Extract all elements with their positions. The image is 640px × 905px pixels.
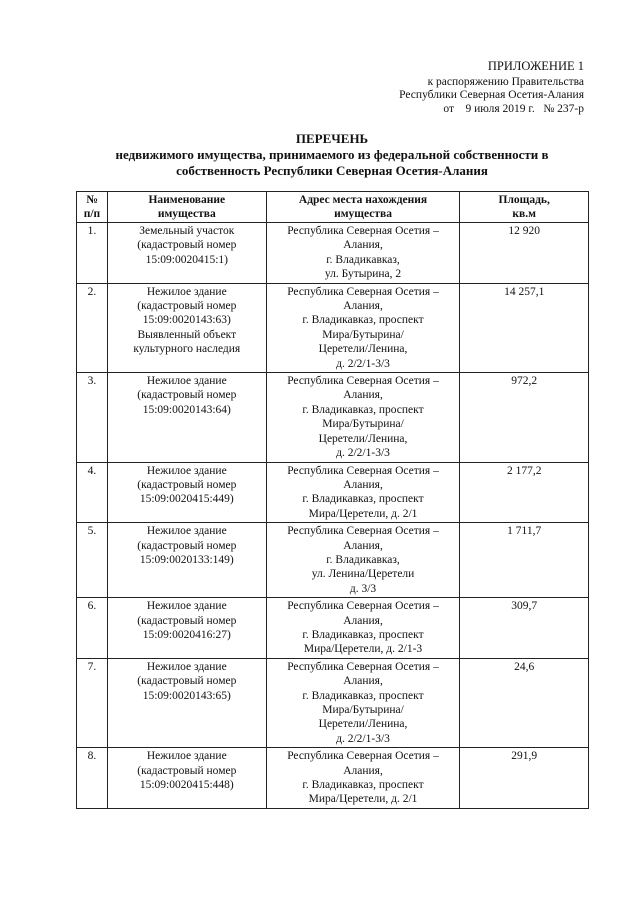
row-number: 3.	[77, 373, 108, 462]
property-address-line: Республика Северная Осетия –	[287, 600, 439, 613]
row-number: 1.	[77, 223, 108, 284]
property-name-line: Нежилое здание	[146, 600, 227, 613]
document-title	[72, 131, 592, 179]
property-name-line: 15:09:0020416:27)	[142, 628, 231, 641]
property-area: 309,7	[460, 598, 589, 659]
table-row	[77, 598, 589, 659]
property-area: 2 177,2	[460, 462, 589, 523]
property-address-line: Мира/Церетели, д. 2/1-3	[303, 643, 423, 656]
property-name-line: (кадастровый номер	[137, 478, 237, 491]
column-header-address: Адрес места нахождения имущества	[266, 192, 460, 223]
property-name-line: 15:09:0020415:449)	[139, 493, 234, 506]
property-area: 291,9	[460, 748, 589, 809]
property-name	[107, 283, 266, 372]
property-address	[266, 462, 460, 523]
property-address-line: г. Владикавказ, проспект	[302, 628, 424, 641]
property-address-line: Алания,	[343, 675, 383, 688]
property-name-line: 15:09:0020415:448)	[139, 779, 234, 792]
property-area: 24,6	[460, 658, 589, 747]
property-name	[107, 373, 266, 462]
property-name	[107, 523, 266, 598]
property-address-line: Республика Северная Осетия –	[287, 660, 439, 673]
property-name-line: 15:09:0020143:65)	[142, 689, 231, 702]
property-address	[266, 523, 460, 598]
row-number: 5.	[77, 523, 108, 598]
property-address-line: г. Владикавказ, проспект	[302, 689, 424, 702]
table-row	[77, 462, 589, 523]
property-address	[266, 658, 460, 747]
column-header-area: Площадь, кв.м	[460, 192, 589, 223]
decree-reference: к распоряжению Правительства	[427, 75, 584, 88]
table-row	[77, 223, 589, 284]
property-name-line: (кадастровый номер	[137, 300, 237, 313]
property-address-line: Алания,	[343, 614, 383, 627]
property-address-line: Алания,	[343, 478, 383, 491]
table-row	[77, 658, 589, 747]
table-header-row	[77, 192, 589, 223]
property-name-line: Выявленный объект	[137, 328, 237, 341]
property-address-line: Мира/Бутырина/	[322, 328, 404, 341]
appendix-header	[399, 60, 584, 116]
property-address-line: д. 3/3	[349, 582, 377, 595]
property-address	[266, 283, 460, 372]
property-address-line: Мира/Церетели, д. 2/1	[308, 507, 418, 520]
property-address-line: г. Владикавказ, проспект	[302, 403, 424, 416]
property-name-line: Нежилое здание	[146, 464, 227, 477]
property-name	[107, 223, 266, 284]
property-address-line: Мира/Бутырина/	[322, 704, 404, 716]
property-name-line: (кадастровый номер	[137, 764, 237, 777]
property-area: 972,2	[460, 373, 589, 462]
property-address-line: Республика Северная Осетия –	[287, 375, 439, 388]
property-address-line: Республика Северная Осетия –	[287, 285, 439, 298]
property-address-line: г. Владикавказ, проспект	[302, 779, 424, 792]
property-name-line: (кадастровый номер	[137, 614, 237, 627]
property-address-line: Церетели/Ленина,	[318, 432, 408, 445]
property-area: 1 711,7	[460, 523, 589, 598]
property-address-line: Республика Северная Осетия –	[287, 225, 439, 237]
property-address-line: ул. Бутырина, 2	[324, 268, 402, 281]
property-name-line: 15:09:0020143:63)	[142, 314, 231, 327]
property-address-line: Алания,	[343, 300, 383, 313]
property-address	[266, 373, 460, 462]
property-address-line: Алания,	[343, 389, 383, 402]
property-address	[266, 223, 460, 284]
property-name-line: культурного наследия	[133, 343, 241, 356]
column-header-number: № п/п	[77, 192, 108, 223]
property-address-line: Алания,	[343, 539, 383, 552]
property-name	[107, 748, 266, 809]
table-row	[77, 523, 589, 598]
property-address-line: г. Владикавказ,	[326, 253, 400, 266]
property-address-line: д. 2/2/1-3/3	[336, 447, 390, 460]
property-name-line: (кадастровый номер	[137, 675, 237, 688]
property-address-line: Церетели/Ленина,	[318, 343, 408, 356]
property-address	[266, 748, 460, 809]
property-address-line: Мира/Церетели, д. 2/1	[308, 793, 418, 806]
property-name-line: Нежилое здание	[146, 525, 227, 538]
property-name-line: 15:09:0020143:64)	[142, 403, 231, 416]
property-name-line: (кадастровый номер	[137, 239, 237, 252]
row-number: 4.	[77, 462, 108, 523]
title-line-3: собственность Республики Северная Осетия-Алания	[176, 163, 488, 178]
property-name-line: Нежилое здание	[146, 750, 227, 763]
property-address-line: Алания,	[343, 239, 383, 252]
property-address	[266, 598, 460, 659]
column-header-name: Наименование имущества	[107, 192, 266, 223]
property-name-line: 15:09:0020415:1)	[145, 253, 228, 266]
title-heading: ПЕРЕЧЕНЬ	[295, 131, 369, 146]
property-address-line: Церетели/Ленина,	[318, 718, 408, 731]
property-address-line: г. Владикавказ, проспект	[302, 493, 424, 506]
property-address-line: Алания,	[343, 764, 383, 777]
property-address-line: Республика Северная Осетия –	[287, 525, 439, 538]
property-address-line: г. Владикавказ, проспект	[302, 314, 424, 327]
property-name-line: Земельный участок	[139, 225, 235, 237]
property-name	[107, 462, 266, 523]
property-address-line: д. 2/2/1-3/3	[336, 732, 390, 745]
property-area: 12 920	[460, 223, 589, 284]
table-row	[77, 373, 589, 462]
property-area: 14 257,1	[460, 283, 589, 372]
property-name-line: Нежилое здание	[146, 375, 227, 388]
title-line-2: недвижимого имущества, принимаемого из федеральной собственности в	[115, 147, 549, 162]
property-address-line: Республика Северная Осетия –	[287, 464, 439, 477]
property-name	[107, 598, 266, 659]
property-table	[76, 191, 589, 809]
row-number: 8.	[77, 748, 108, 809]
table-row	[77, 748, 589, 809]
table-body	[77, 223, 589, 809]
property-address-line: г. Владикавказ,	[326, 553, 400, 566]
government-name: Республики Северная Осетия-Алания	[399, 89, 584, 101]
property-name-line: 15:09:0020133:149)	[139, 553, 234, 566]
property-address-line: д. 2/2/1-3/3	[336, 357, 390, 370]
table-row	[77, 283, 589, 372]
row-number: 2.	[77, 283, 108, 372]
property-name-line: Нежилое здание	[146, 285, 227, 298]
property-address-line: Республика Северная Осетия –	[287, 750, 439, 763]
property-name-line: (кадастровый номер	[137, 389, 237, 402]
property-name-line: (кадастровый номер	[137, 539, 237, 552]
decree-date-number: от 9 июля 2019 г. № 237-р	[443, 102, 584, 115]
property-name-line: Нежилое здание	[146, 660, 227, 673]
appendix-number: ПРИЛОЖЕНИЕ 1	[487, 59, 584, 73]
row-number: 7.	[77, 658, 108, 747]
property-name	[107, 658, 266, 747]
property-address-line: Мира/Бутырина/	[322, 418, 404, 431]
property-address-line: ул. Ленина/Церетели	[311, 568, 415, 581]
row-number: 6.	[77, 598, 108, 659]
